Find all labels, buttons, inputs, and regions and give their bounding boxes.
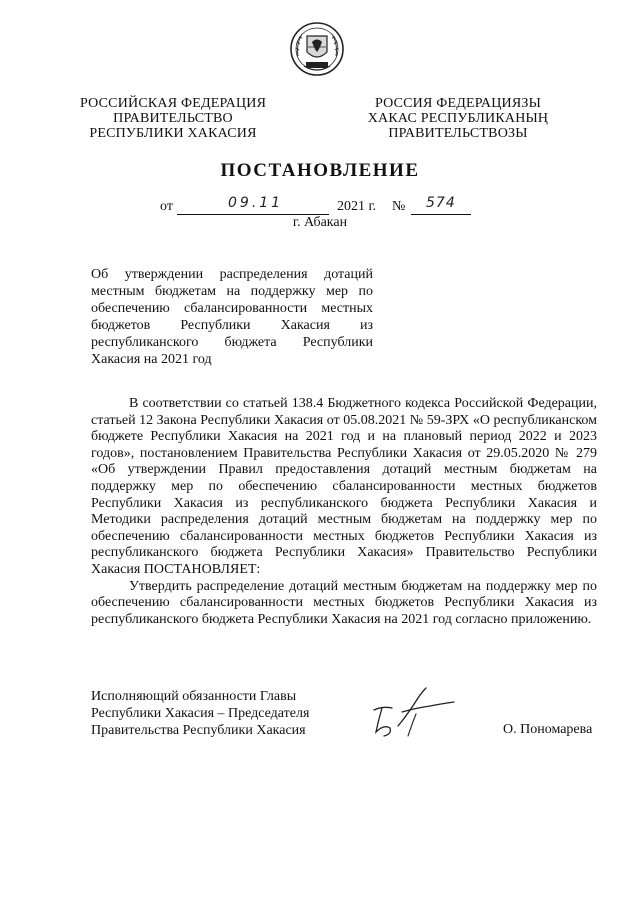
position-line: Исполняющий обязанности Главы bbox=[91, 689, 297, 704]
header-right bbox=[356, 96, 560, 141]
header-left-line: РОССИЙСКАЯ ФЕДЕРАЦИЯ bbox=[80, 96, 267, 111]
header-left-line: РЕСПУБЛИКИ ХАКАСИЯ bbox=[89, 126, 257, 141]
coat-of-arms-icon bbox=[288, 20, 346, 80]
handwritten-number: 574 bbox=[426, 195, 456, 211]
header-left-line: ПРАВИТЕЛЬСТВО bbox=[113, 111, 233, 126]
header-left bbox=[80, 96, 266, 141]
body-paragraph: Утвердить распределение дотаций местным бюджетам на поддержку мер по обеспечению сбалансированности местных бюджетов Республики Хакасия из республиканского бюджета Республики Хакасия на 2021 год согласно приложению. bbox=[91, 578, 597, 627]
date-prefix: от bbox=[160, 199, 173, 214]
document-subject: Об утверждении распределения дотаций местным бюджетам на поддержку мер по обеспечению сбалансированности местных бюджетов Республики Хакасия из республиканского бюджета Республики Хакасия на 2021 год bbox=[91, 267, 373, 367]
year-text: 2021 г. bbox=[337, 199, 377, 214]
handwritten-signature-icon bbox=[368, 684, 460, 744]
header-right-line: РОССИЯ ФЕДЕРАЦИЯЗЫ bbox=[374, 96, 542, 111]
signer-name: О. Пономарева bbox=[503, 722, 593, 737]
body-paragraph: В соответствии со статьей 138.4 Бюджетного кодекса Российской Федерации, статьей 12 Закона Республики Хакасия от 05.08.2021 № 59-ЗРХ «О республиканском бюджете Республики Хакасия на 2021 год и на плановый период 2022 и 2023 годов», постановлением Правительства Республики Хакасия от 29.05.2020 № 279 «Об утверждении Правил предоставления дотаций местным бюджетам на поддержку мер по обеспечению сбалансированности местных бюджетов Республики Хакасия из республиканского бюджета Республики Хакасия и Методики распределения дотаций местным бюджетам на поддержку мер по обеспечению сбалансированности местных бюджетов Республики Хакасия из республиканского бюджета Республики Хакасия» Правительство Республики Хакасия ПОСТАНОВЛЯЕТ: bbox=[91, 396, 597, 577]
signatory-position bbox=[91, 688, 309, 739]
header-right-line: ПРАВИТЕЛЬСТВОЗЫ bbox=[388, 126, 528, 141]
position-line: Республики Хакасия – Председателя bbox=[91, 706, 310, 721]
header-right-line: ХАКАС РЕСПУБЛИКАНЫҢ bbox=[367, 111, 549, 126]
number-prefix: № bbox=[392, 199, 406, 214]
document-title: ПОСТАНОВЛЕНИЕ bbox=[220, 160, 420, 181]
handwritten-date: 09.11 bbox=[228, 195, 284, 211]
position-line: Правительства Республики Хакасия bbox=[91, 723, 306, 738]
city: г. Абакан bbox=[292, 215, 348, 230]
document-body bbox=[91, 396, 597, 628]
